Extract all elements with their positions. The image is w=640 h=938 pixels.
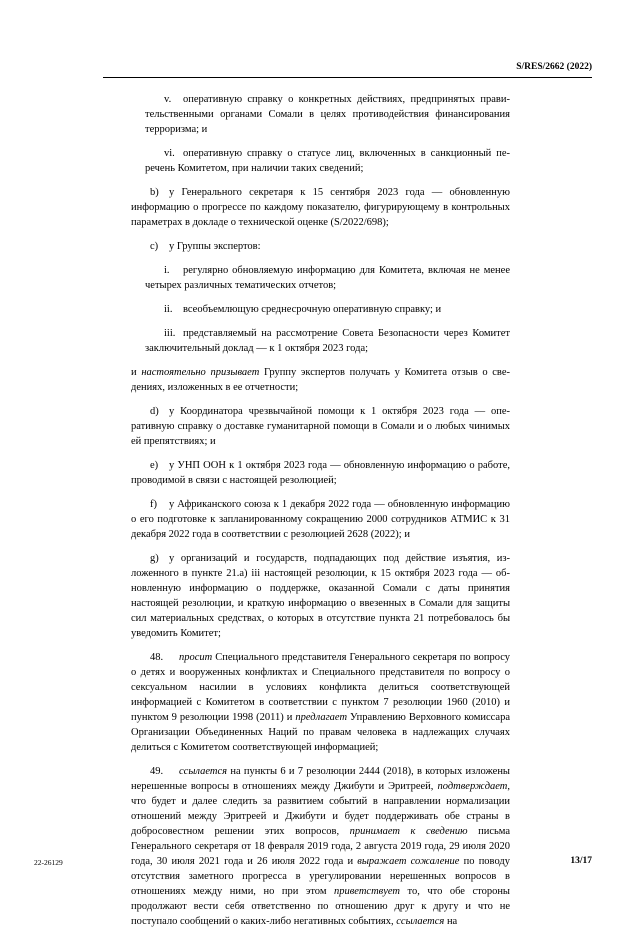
paragraph-label: 48.: [150, 652, 164, 663]
emphasis-text: приветствует: [334, 886, 400, 897]
paragraph-vi: [131, 146, 510, 176]
emphasis-text: подтверждает: [437, 781, 508, 792]
footer-doc-number: 22-26129: [34, 858, 63, 867]
paragraph-text: у УНП ООН к 1 октября 2023 года — обновленную информацию о работе, проводимой в связи с настоящей резолюцией;: [131, 460, 510, 486]
paragraph-label: iii.: [164, 328, 176, 339]
paragraph-label: e): [150, 460, 159, 471]
paragraph-text: на: [444, 916, 458, 927]
paragraph-label: v.: [164, 94, 172, 105]
paragraph-c: [131, 239, 510, 254]
paragraph-i: [131, 263, 510, 293]
paragraph-text: Специального представителя Генерального секретаря по вопросу о детях и вооруженных конфликтах и Специального представителя по вопросу о сексуальном насилии в условиях конфликта делиться соответствующей информацией с Комитетом в соответствии с пунктом 7 резолюции 1960 (2010) и пунктом 9 резолюции 1998 (2011) и: [131, 652, 510, 723]
paragraph-48: [131, 650, 510, 755]
paragraph-text: на пункты 6 и 7 резолюции 2444 (2018), в которых изложены нерешенные вопросы в отношениях между Джибути и Эритреей,: [131, 766, 510, 792]
paragraph-text: то, что обе стороны продолжают вести себя ответственно по отношению друг к другу и что не поступало сообщений о каких-либо негативных событиях,: [131, 886, 510, 927]
paragraph-text: у Координатора чрезвычайной помощи к 1 октября 2023 года — оперативную справку о доставке гуманитарной помощи в Сомали и о любых чинимых ей препятствиях; и: [131, 406, 510, 447]
paragraph-text: письма Генерального секретаря от 18 февраля 2019 года, 2 августа 2019 года, 29 июля 2020 года, 30 июля 2021 года и 26 июля 2022 года и: [131, 826, 510, 867]
paragraph-label: b): [150, 187, 159, 198]
paragraph-text: Группу экспертов получать у Комитета отзыв о сведениях, изложенных в ее отчетности;: [131, 367, 510, 393]
paragraph-g: [131, 551, 510, 641]
paragraph-label: ii.: [164, 304, 173, 315]
emphasis-text: выражает сожаление: [357, 856, 460, 867]
paragraph-text: представляемый на рассмотрение Совета Безопасности через Комитет заключительный доклад — к 1 октября 2023 года;: [145, 328, 510, 354]
paragraph-label: 49.: [150, 766, 164, 777]
paragraph-text: у организаций и государств, подпадающих под действие изъятия, изложенного в пункте 21.a) iii настоящей резолюции, к 15 октября 2023 года — обновленную информацию о поддержке, оказанной Сомали с даты принятия настоящей резолюции, и краткую информацию о ввезенных в Сомали для защиты сил материальных средствах, о которых в отсутствие пункта 21 потребовалось бы уведомить Комитет;: [131, 553, 510, 639]
emphasis-text: ссылается: [179, 766, 228, 777]
paragraph-text: у Африканского союза к 1 декабря 2022 года — обновленную информацию о его подготовке к запланированному сокращению 2000 сотрудников АТМИС к 31 декабря 2022 года в соответствии с резолюцией 2628 (2022); и: [131, 499, 510, 540]
page-number: 13/17: [570, 856, 592, 866]
paragraph-label: d): [150, 406, 159, 417]
document-body: [131, 92, 510, 938]
emphasis-text: предлагает: [295, 712, 348, 723]
emphasis-text: принимает к сведению: [349, 826, 468, 837]
paragraph-continuation: [131, 365, 510, 395]
paragraph-text: оперативную справку о конкретных действиях, предпринятых правительственными органами Сомали в целях противодействия финансирования терроризма; и: [145, 94, 510, 135]
emphasis-text: ссылается: [396, 916, 445, 927]
paragraph-b: [131, 185, 510, 230]
paragraph-e: [131, 458, 510, 488]
header-rule: [103, 77, 592, 78]
paragraph-text: регулярно обновляемую информацию для Комитета, включая не менее четырех различных тематических отчетов;: [145, 265, 510, 291]
paragraph-text: всеобъемлющую среднесрочную оперативную справку; и: [183, 304, 442, 315]
paragraph-text: по поводу отсутствия заметного прогресса в урегулировании нерешенных вопросов в отношениях между ними, но при этом: [131, 856, 510, 897]
paragraph-text: и: [131, 367, 142, 378]
document-symbol: S/RES/2662 (2022): [516, 62, 592, 72]
paragraph-label: c): [150, 241, 159, 252]
paragraph-text: у Генерального секретаря к 15 сентября 2023 года — обновленную информацию о прогрессе по каждому показателю, фигурирующему в контрольных параметрах в докладе о технической оценке (S/2022/698);: [131, 187, 510, 228]
emphasis-text: настоятельно призывает: [141, 367, 260, 378]
paragraph-label: f): [150, 499, 157, 510]
emphasis-text: просит: [179, 652, 213, 663]
paragraph-text: Управлению Верховного комиссара Организации Объединенных Наций по правам человека в надлежащих случаях делиться с Комитетом соответствующей информацией;: [131, 712, 510, 753]
paragraph-text: оперативную справку о статусе лиц, включенных в санкционный перечень Комитетом, при наличии таких сведений;: [145, 148, 510, 174]
paragraph-label: i.: [164, 265, 170, 276]
paragraph-iii: [131, 326, 510, 356]
paragraph-ii: [131, 302, 510, 317]
paragraph-f: [131, 497, 510, 542]
paragraph-label: vi.: [164, 148, 175, 159]
paragraph-v: [131, 92, 510, 137]
paragraph-d: [131, 404, 510, 449]
paragraph-label: g): [150, 553, 159, 564]
paragraph-49: [131, 764, 510, 929]
paragraph-text: у Группы экспертов:: [169, 241, 261, 252]
paragraph-text: , что будет и далее следить за развитием событий в направлении нормализации отношений между Эритреей и Джибути и будет поддерживать обе страны в добросовестном решении этих вопросов,: [131, 781, 510, 837]
